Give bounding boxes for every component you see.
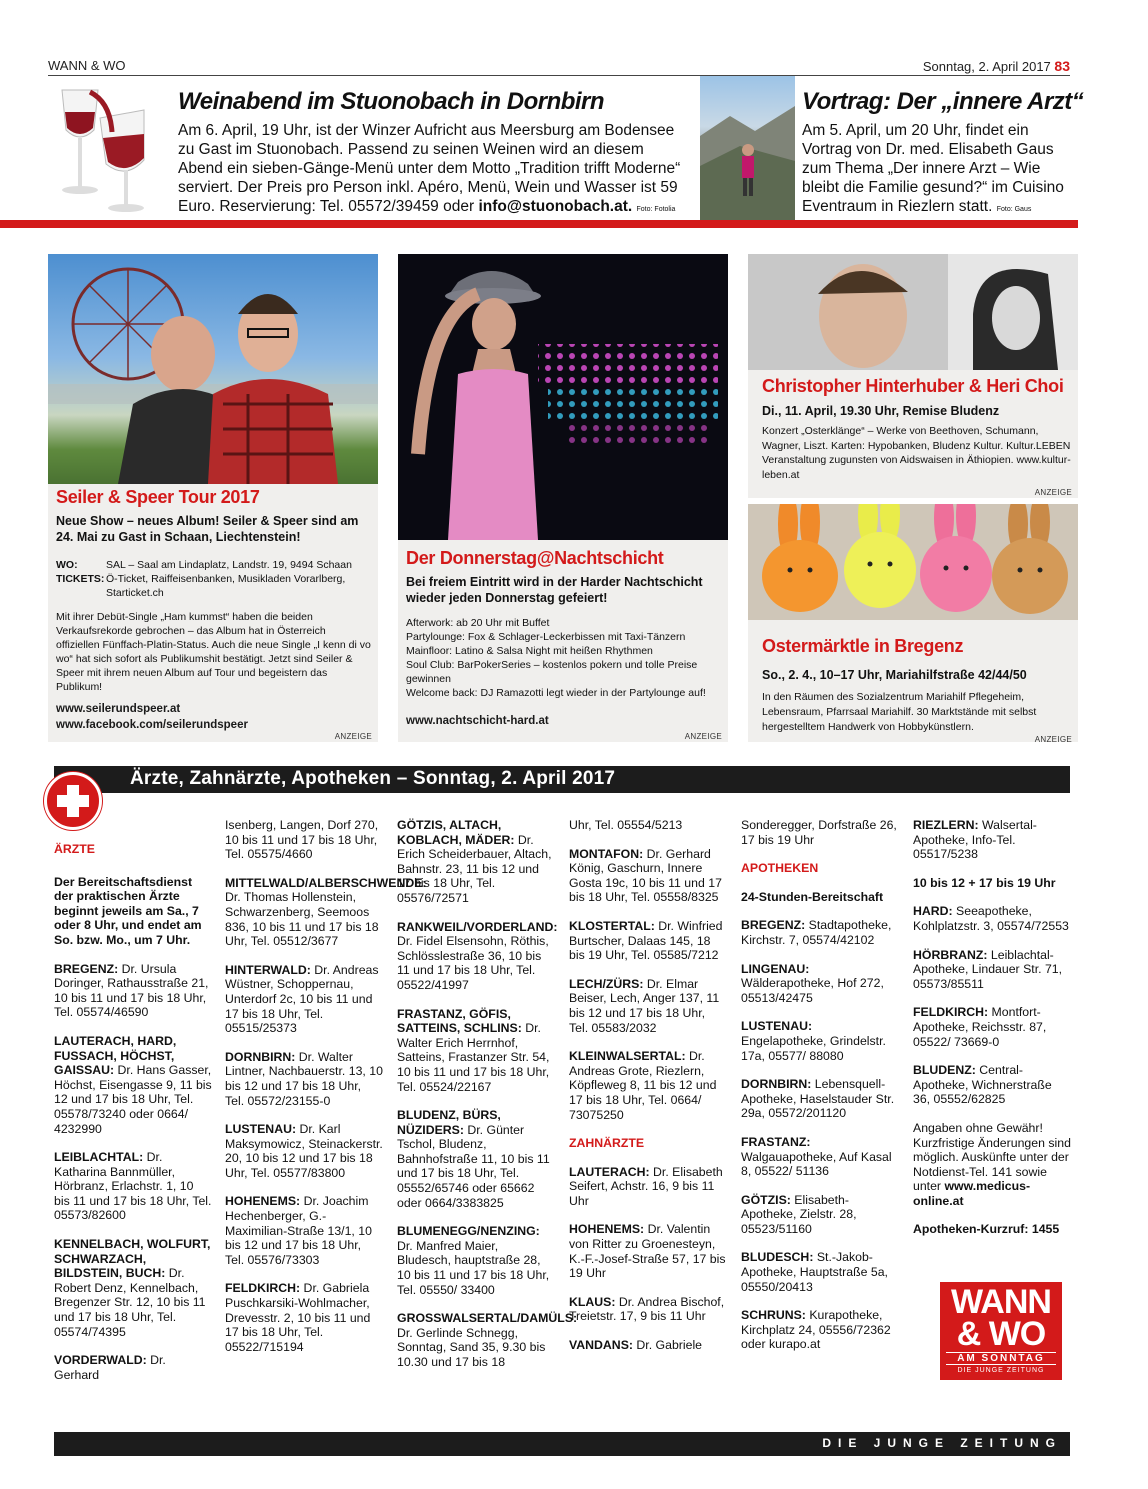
list-item: Soul Club: BarPokerSeries – kostenlos pokern und tolle Preise gewinnen — [406, 659, 698, 685]
list-item: MITTELWALD/ALBERSCHWENDE: Dr. Thomas Hollenstein, Schwarzenberg, Seemoos 836, 10 bis 11 und 17 bis 18 Uhr, Tel. 05512/3677 — [225, 875, 427, 949]
lecture-article-text — [802, 121, 1070, 219]
wine-article-text — [178, 121, 690, 219]
section-title: Ärzte, Zahnärzte, Apotheken – Sonntag, 2. April 2017 — [130, 768, 616, 789]
list-item: BLUDENZ: Central-Apotheke, Wichnerstraße 36, 05552/62825 — [913, 1063, 1052, 1107]
column-apotheken-2 — [913, 818, 1071, 1251]
intro-text: Der Bereitschaftsdienst der praktischen Ärzte beginnt jeweils am Sa., 7 oder 8 Uhr, und endet am So. bzw. Mo., um 7 Uhr. — [54, 874, 202, 947]
wo-value: SAL – Saal am Lindaplatz, Landstr. 19, 9494 Schaan — [106, 559, 352, 571]
wine-article-body: Am 6. April, 19 Uhr, ist der Winzer Aufricht aus Meersburg am Bodensee zu Gast im Stuonobach. Passend zu seinen Weinen wird an diesem Abend ein sieben-Gänge-Menü unter dem Motto „Tradition trifft Moderne“ serviert. Der Preis pro Person inkl. Apéro, Menü, Wein und Wasser ist 59 Euro. Reservierung: Tel. 05572/39459 oder — [178, 122, 681, 215]
section-label: WANN & WO — [48, 58, 126, 73]
list-item: LUSTENAU: Dr. Karl Maksymowicz, Steinackerstr. 20, 10 bis 12 und 17 bis 18 Uhr, Tel. 05577/83800 — [225, 1122, 383, 1180]
wine-photo-credit: Foto: Fotolia — [636, 206, 676, 213]
list-item: KENNELBACH, WOLFURT, SCHWARZACH, BILDSTEIN, BUCH: Dr. Robert Denz, Kennelbach, Bregenzer Str. 12, 10 bis 11 und 17 bis 18 Uhr, Tel. 05574/74395 — [54, 1237, 211, 1339]
list-item: BLUDESCH: St.-Jakob-Apotheke, Hauptstraße 5a, 05550/20413 — [741, 1250, 888, 1294]
list-item: Welcome back: DJ Ramazotti legt wieder in der Partylounge auf! — [406, 687, 706, 699]
list-item: LEIBLACHTAL: Dr. Katharina Bannmüller, Hörbranz, Erlachstr. 1, 10 bis 11 und 17 bis 18 Uhr, Tel. 05573/82600 — [54, 1150, 212, 1223]
list-item: SCHRUNS: Kurapotheke, Kirchplatz 24, 05556/72362 oder kurapo.at — [741, 1308, 891, 1352]
list-item: KLAUS: Dr. Andrea Bischof, Treietstr. 17, 9 bis 11 Uhr — [569, 1294, 725, 1324]
list-item: LAUTERACH: Dr. Elisabeth Seifert, Achstr. 16, 9 bis 11 Uhr — [569, 1164, 723, 1208]
list-item: BLUDENZ, BÜRS, NÜZIDERS: Dr. Günter Tschol, Bludenz, Bahnhofstraße 11, 10 bis 11 und 17 bis 18 Uhr, Tel. 05552/65746 oder 65662 oder 0664/3383825 — [397, 1108, 550, 1210]
list-item: Afterwork: ab 20 Uhr mit Buffet — [406, 617, 550, 629]
wine-article-title: Weinabend im Stuonobach in Dornbirn — [178, 88, 605, 115]
list-item: BLUMENEGG/NENZING: Dr. Manfred Maier, Bludesch, hauptstraße 28, 10 bis 11 und 17 bis 18 Uhr, Tel. 05550/ 33400 — [397, 1224, 550, 1297]
seiler-speer-photo — [48, 254, 378, 484]
list-item: Partylounge: Fox & Schlager-Leckerbissen mit Taxi-Tänzern — [406, 631, 686, 643]
page-number: 83 — [1054, 58, 1070, 74]
tickets-value: Ö-Ticket, Raiffeisenbanken, Musikladen Vorarlberg, Starticket.ch — [106, 573, 346, 599]
apotheken-kurzruf: Apotheken-Kurzruf: 1455 — [913, 1222, 1060, 1237]
list-item: HÖRBRANZ: Leiblachtal-Apotheke, Lindauer Str. 71, 05573/85511 — [913, 947, 1063, 991]
ad-market-text: In den Räumen des Sozialzentrum Mariahilf Pflegeheim, Lebensraum, Pfarrsaal Mariahilf. 30 Marktstände mit selbst hergestelltem Handwerk von Hobbykünstlern. — [762, 691, 1037, 733]
list-item: HOHENEMS: Dr. Valentin von Ritter zu Groenesteyn, K.-F.-Josef-Straße 57, 17 bis 19 Uhr — [569, 1222, 726, 1281]
lecture-article-title: Vortrag: Der „innere Arzt“ — [802, 88, 1084, 115]
ad-nachtschicht-list — [406, 616, 724, 700]
list-item: GÖTZIS, ALTACH, KOBLACH, MÄDER: Dr. Erich Scheiderbauer, Altach, Bahnstr. 23, 11 bis 12 und 17 bis 18 Uhr, Tel. 05576/72571 — [397, 818, 552, 905]
list-item: BREGENZ: Stadtapotheke, Kirchstr. 7, 05574/42102 — [741, 918, 892, 947]
heading-apotheken: APOTHEKEN — [741, 861, 819, 876]
medical-cross-icon — [44, 772, 102, 830]
footer-text: DIE JUNGE ZEITUNG — [822, 1436, 1062, 1450]
date-text: Sonntag, 2. April 2017 — [922, 59, 1051, 74]
list-item: LINGENAU: Wälderapotheke, Hof 272, 05513/42475 — [741, 961, 884, 1005]
lecture-photo-credit: Foto: Gaus — [996, 206, 1032, 213]
list-item: RIEZLERN: Walsertal-Apotheke, Info-Tel. 05517/5238 — [913, 818, 1037, 862]
list-item: LAUTERACH, HARD, FUSSACH, HÖCHST, GAISSAU: Dr. Hans Gasser, Höchst, Eisengasse 9, 11 bis 12 und 17 bis 18 Uhr, Tel. 05578/73240 oder 0664/ 4232990 — [54, 1033, 212, 1136]
ad-concert-anzeige: ANZEIGE — [1034, 488, 1072, 497]
column-apotheken-1 — [741, 818, 899, 1366]
tickets-label: TICKETS: — [56, 573, 105, 585]
list-item: Sonderegger, Dorfstraße 26, 17 bis 19 Uhr — [741, 818, 897, 847]
list-item: HOHENEMS: Dr. Joachim Hechenberger, G.-Maximilian-Straße 13/1, 10 bis 12 und 17 bis 18 Uhr, Tel. 05576/73303 — [225, 1194, 372, 1267]
ad-nachtschicht-subtitle: Bei freiem Eintritt wird in der Harder Nachtschicht wieder jeden Donnerstag gefeiert! — [406, 575, 703, 605]
ad-seiler-link-web[interactable]: www.seilerundspeer.at — [56, 703, 181, 715]
list-item: FRASTANZ, GÖFIS, SATTEINS, SCHLINS: Dr. Walter Erich Herrnhof, Satteins, Frastanzer Str. 54, 10 bis 11 und 17 bis 18 Uhr, Tel. 05524/22167 — [397, 1006, 550, 1094]
subheading-hours: 10 bis 12 + 17 bis 19 Uhr — [913, 875, 1056, 890]
ad-nachtschicht-link[interactable]: www.nachtschicht-hard.at — [406, 715, 549, 727]
heading-aerzte: ÄRZTE — [54, 842, 95, 856]
ad-seiler-text: Mit ihrer Debüt-Single „Ham kummst“ haben die beiden Verkaufsrekorde gebrochen – das Album hat in Österreich offiziellen Fünffach-Platin-Status. Auch die neue Single „I kenn di vo wo“ hat sich sofort als Publikumshit bestätigt. Jetzt sind Seiler & Speer mit ihrem neuen Album auf Tour und begeistern das Publikum! — [56, 611, 371, 693]
list-item: KLOSTERTAL: Dr. Winfried Burtscher, Dalaas 145, 18 bis 19 Uhr, Tel. 05585/7212 — [569, 918, 723, 963]
list-item: HINTERWALD: Dr. Andreas Wüstner, Schoppernau, Unterdorf 2c, 10 bis 11 und 17 bis 18 Uhr, Tel. 05515/25373 — [225, 962, 379, 1036]
list-item: HARD: Seeapotheke, Kohlplatzstr. 3, 05574/72553 — [913, 904, 1069, 933]
list-item: LECH/ZÜRS: Dr. Elmar Beiser, Lech, Anger 137, 11 bis 12 und 17 bis 18 Uhr, Tel. 05583/2032 — [569, 976, 720, 1035]
header-date — [923, 58, 1070, 74]
list-item: BREGENZ: Dr. Ursula Doringer, Rathausstraße 21, 10 bis 11 und 17 bis 18 Uhr, Tel. 05574/46590 — [54, 961, 209, 1020]
ad-market-subtitle: So., 2. 4., 10–17 Uhr, Mariahilfstraße 42/44/50 — [762, 668, 1027, 682]
column-aerzte-4 — [569, 818, 727, 1367]
subheading-24h: 24-Stunden-Bereitschaft — [741, 889, 884, 904]
logo-line-3: AM SONNTAG — [946, 1352, 1056, 1365]
wann-wo-logo — [940, 1282, 1062, 1380]
lecture-article-body: Am 5. April, um 20 Uhr, findet ein Vortrag von Dr. med. Elisabeth Gaus zum Thema „Der innere Arzt – Wie bleibt die Familie gesund?“ im Cuisino Eventraum in Riezlern statt. — [802, 122, 1064, 215]
ad-market-title: Ostermärktle in Bregenz — [762, 636, 964, 656]
list-item: Uhr, Tel. 05554/5213 — [569, 818, 683, 832]
list-item: Isenberg, Langen, Dorf 270, 10 bis 11 und 17 bis 18 Uhr, Tel. 05575/4660 — [225, 818, 379, 862]
logo-line-2: & WO — [956, 1315, 1046, 1353]
list-item: RANKWEIL/VORDERLAND: Dr. Fidel Elsensohn, Röthis, Schlösslestraße 36, 10 bis 11 und 17 bis 18 Uhr, Tel. 05522/41997 — [397, 919, 558, 992]
column-aerzte-1 — [54, 842, 212, 1396]
column-aerzte-3 — [397, 818, 578, 1384]
medicus-link[interactable]: www.medicus-online.at — [913, 1179, 1031, 1208]
wine-glass-image — [40, 82, 170, 216]
list-item: GÖTZIS: Elisabeth-Apotheke, Zielstr. 28, 05523/51160 — [741, 1192, 857, 1236]
list-item: MONTAFON: Dr. Gerhard König, Gaschurn, Innere Gosta 19c, 10 bis 11 und 17 bis 18 Uhr, Tel. 05558/8325 — [569, 846, 722, 905]
ad-hinterhuber-choi — [748, 254, 1078, 498]
ad-seiler-link-facebook[interactable]: www.facebook.com/seilerundspeer — [56, 719, 248, 731]
heading-zahnaerzte: ZAHNÄRZTE — [569, 1136, 645, 1151]
wo-label: WO: — [56, 559, 78, 571]
nachtschicht-photo — [398, 254, 728, 540]
list-item: LUSTENAU: Engelapotheke, Grindelstr. 17a, 05577/ 88080 — [741, 1019, 886, 1063]
list-item: VORDERWALD: Dr. Gerhard — [54, 1353, 166, 1382]
list-item: FELDKIRCH: Montfort-Apotheke, Reichsstr. 87, 05522/ 73669-0 — [913, 1005, 1047, 1049]
list-item: VANDANS: Dr. Gabriele — [569, 1338, 703, 1353]
ad-concert-text: Konzert „Osterklänge“ – Werke von Beethoven, Schumann, Wagner, Liszt. Karten: Hypobanken, Bludenz Kultur. Kultur.LEBEN Veranstaltung zugunsten von Aidswaisen in Äthiopien. www.kultur-leben.at — [762, 425, 1071, 481]
ad-market-anzeige: ANZEIGE — [1034, 735, 1072, 744]
ad-concert-title: Christopher Hinterhuber & Heri Choi — [762, 376, 1064, 396]
list-item: DORNBIRN: Lebensquell-Apotheke, Haselstauder Str. 29a, 05572/201120 — [741, 1077, 895, 1121]
list-item: KLEINWALSERTAL: Dr. Andreas Grote, Riezlern, Köpfleweg 8, 11 bis 12 und 17 bis 18 Uhr, Tel. 0664/ 73075250 — [569, 1049, 717, 1122]
ad-seiler-anzeige: ANZEIGE — [334, 732, 372, 741]
list-item: GROSSWALSERTAL/DAMÜLS: Dr. Gerlinde Schnegg, Sonntag, Sand 35, 9.30 bis 10.30 und 17 bis 18 — [397, 1311, 578, 1369]
list-item: FRASTANZ: Walgauapotheke, Auf Kasal 8, 05522/ 51136 — [741, 1134, 892, 1179]
red-divider — [0, 220, 1078, 228]
musicians-photo — [748, 254, 1078, 370]
ad-seiler-subtitle: Neue Show – neues Album! Seiler & Speer sind am 24. Mai zu Gast in Schaan, Liechtenstein! — [56, 514, 359, 544]
ad-ostermaerktle — [748, 504, 1078, 742]
ad-nachtschicht-title: Der Donnerstag@Nachtschicht — [406, 548, 664, 568]
ad-nachtschicht — [398, 254, 728, 742]
disclaimer: Angaben ohne Gewähr! Kurzfristige Änderungen sind möglich. Auskünfte unter der Notdienst-Tel. 141 sowie unter www.medicus-online.at — [913, 1120, 1071, 1208]
logo-line-4: DIE JUNGE ZEITUNG — [957, 1367, 1045, 1374]
wine-article-email[interactable]: info@stuonobach.at. — [478, 198, 633, 215]
header-rule — [48, 75, 1070, 76]
ad-seiler-title: Seiler & Speer Tour 2017 — [56, 487, 260, 507]
list-item: FELDKIRCH: Dr. Gabriela Puschkarsiki-Wohlmacher, Drevesstr. 2, 10 bis 11 und 17 bis 18 Uhr, Tel. 05522/715194 — [225, 1281, 371, 1354]
ad-seiler-details — [56, 558, 376, 600]
list-item: Mainfloor: Latino & Salsa Night mit heißen Rhythmen — [406, 645, 653, 657]
column-aerzte-2 — [225, 818, 427, 1368]
ad-seiler-speer — [48, 254, 378, 742]
ad-nachtschicht-anzeige: ANZEIGE — [684, 732, 722, 741]
list-item: DORNBIRN: Dr. Walter Lintner, Nachbauerstr. 13, 10 bis 12 und 17 bis 18 Uhr, Tel. 05572/23155-0 — [225, 1049, 383, 1108]
mountain-hiker-image — [700, 76, 795, 220]
easter-bunnies-photo — [748, 504, 1078, 620]
ad-concert-subtitle: Di., 11. April, 19.30 Uhr, Remise Bludenz — [762, 404, 1000, 418]
logo-line-1: WANN — [951, 1283, 1051, 1321]
